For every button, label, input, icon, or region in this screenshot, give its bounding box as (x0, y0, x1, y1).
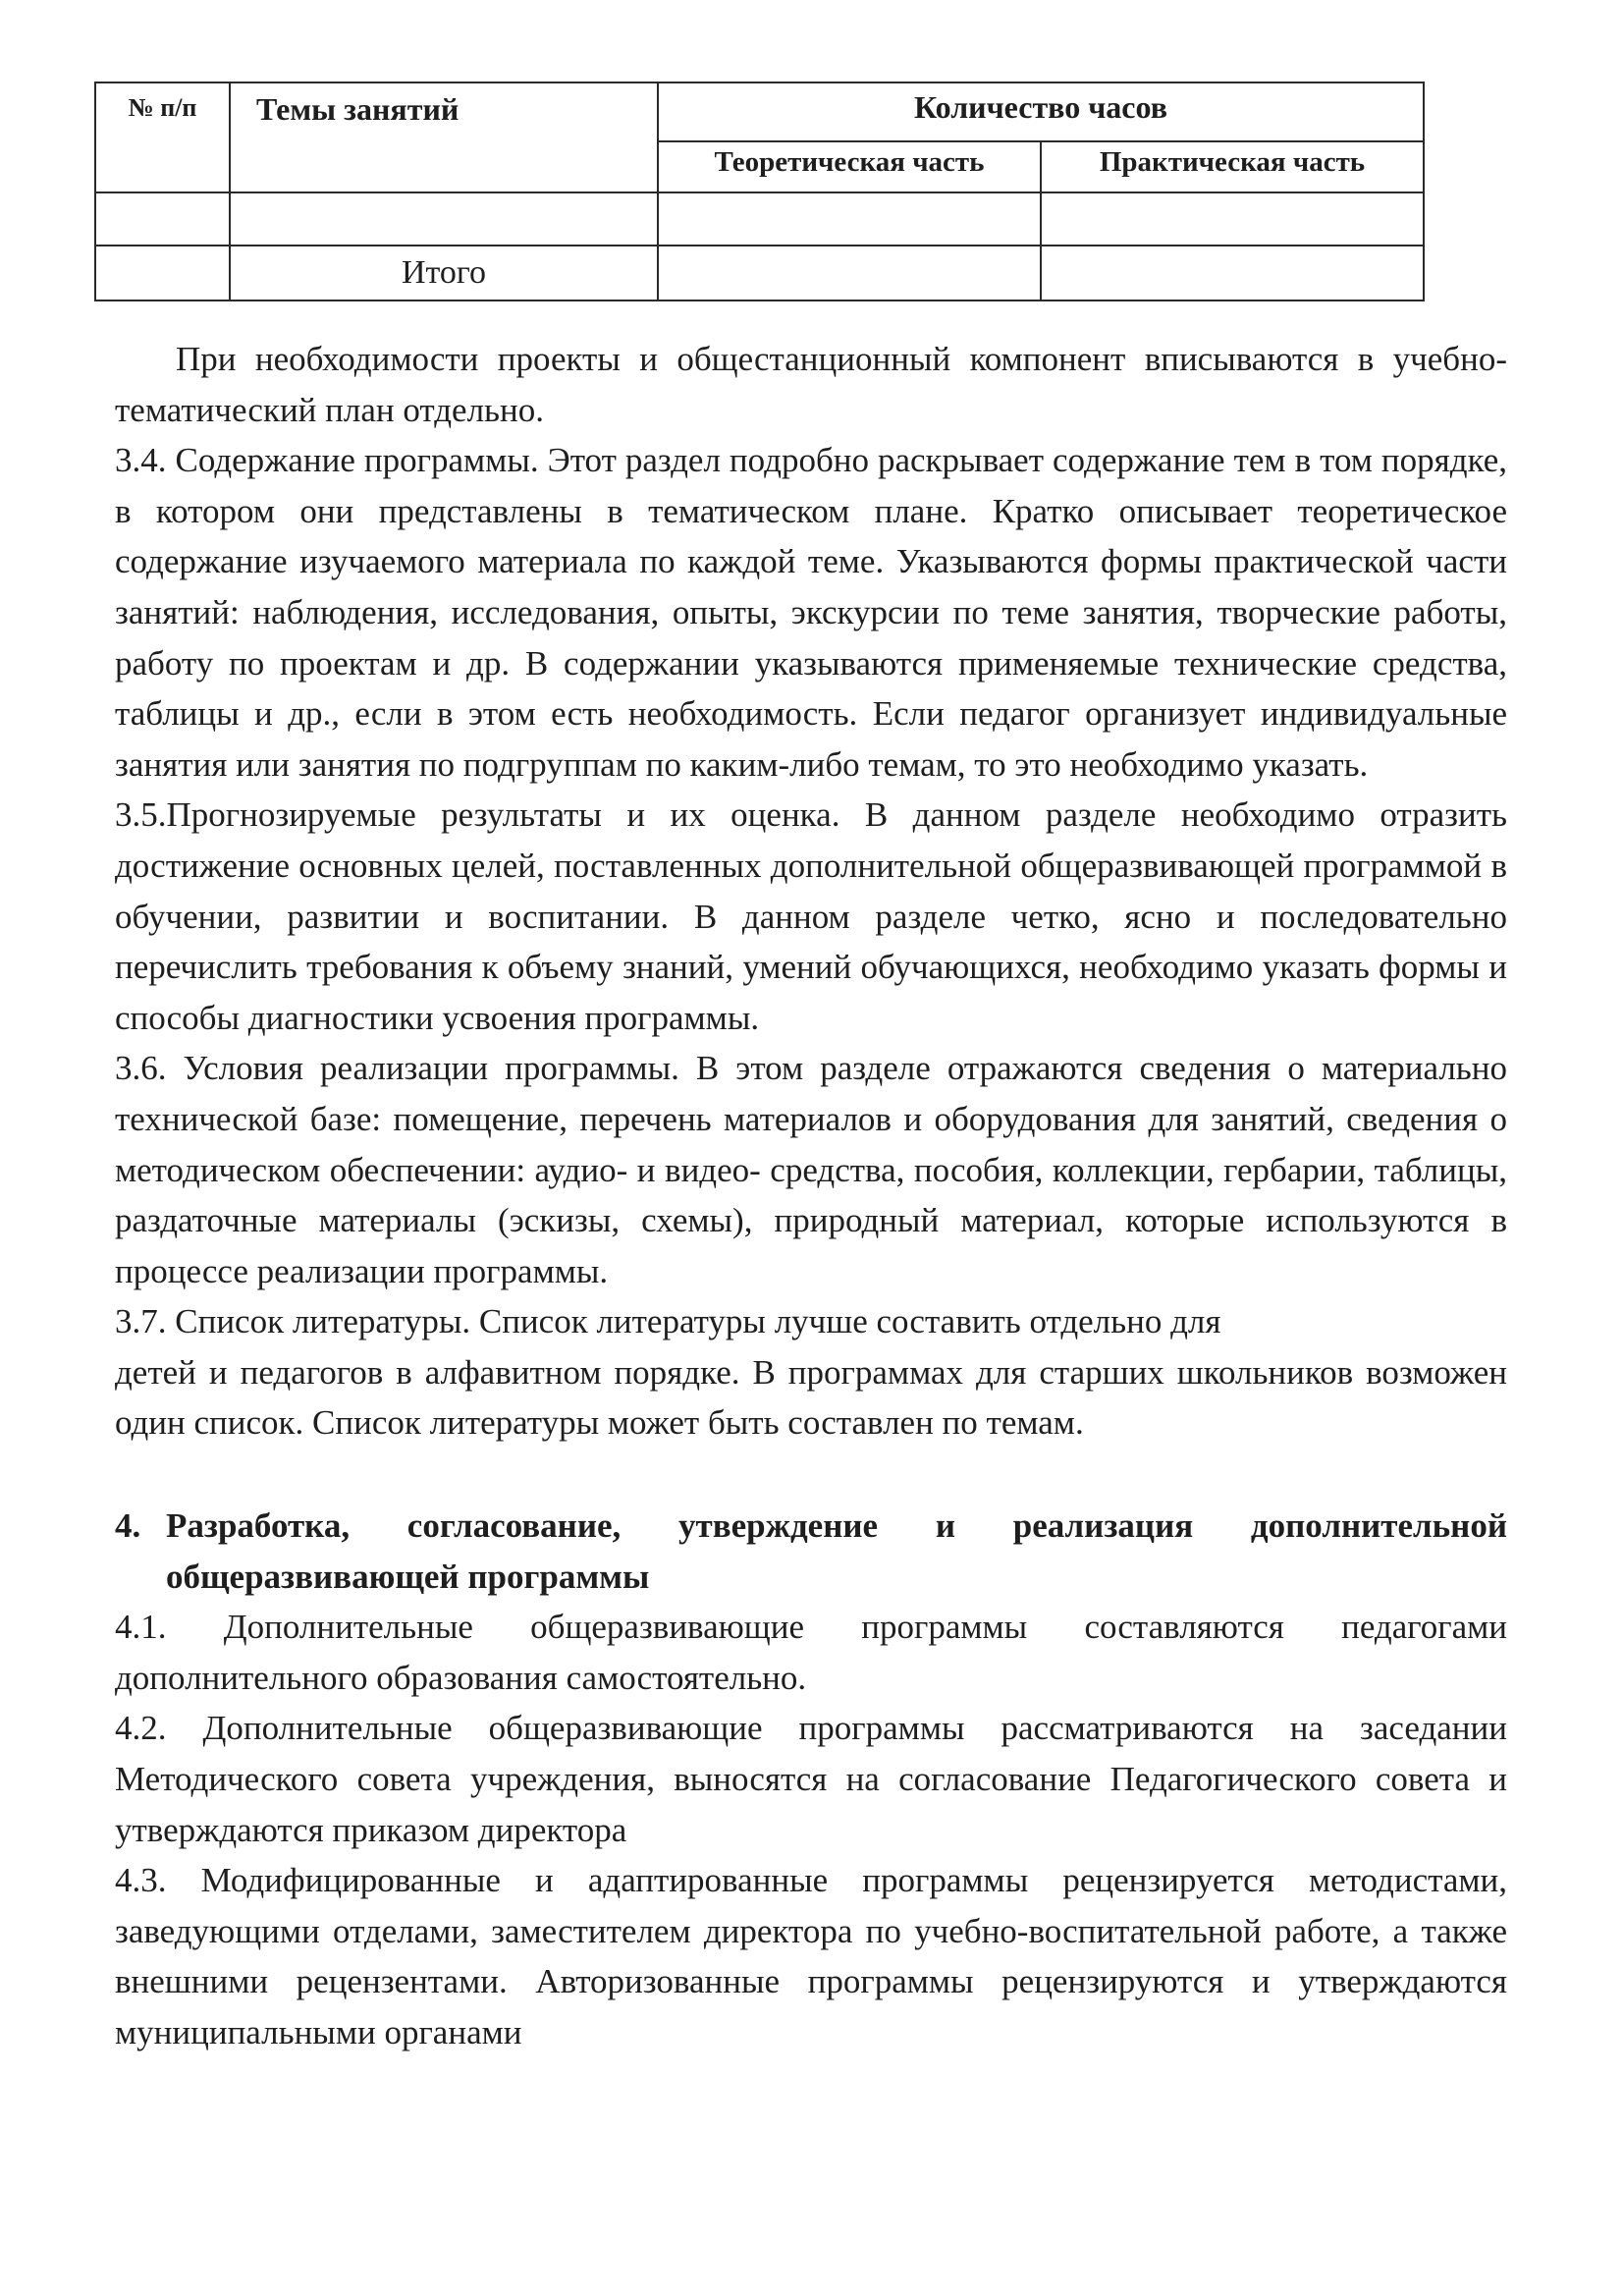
header-number: № п/п (95, 82, 230, 192)
table-cell (95, 246, 230, 301)
header-topics: Темы занятий (230, 82, 658, 192)
section-4-title: Разработка, согласование, утверждение и реализация дополнительной общеразвивающей программы (166, 1506, 1507, 1596)
paragraph-4-2: 4.2. Дополнительные общеразвивающие программы рассматриваются на заседании Методического совета учреждения, выносятся на согласование Педагогического совета и утверждаются приказом директора (115, 1709, 1507, 1849)
table-total-row (95, 246, 1424, 301)
table-cell (230, 192, 658, 246)
paragraph-3-6: 3.6. Условия реализации программы. В этом разделе отражаются сведения о материально технической базе: помещение, перечень материалов и оборудования для занятий, сведения о методическом обеспечении: аудио- и видео- средства, пособия, коллекции, гербарии, таблицы, раздаточные материалы (эскизы, схемы), природный материал, которые используются в процессе реализации программы. (115, 1049, 1507, 1290)
paragraph-4-3: 4.3. Модифицированные и адаптированные программы рецензируется методистами, заведующими отделами, заместителем директора по учебно-воспитательной работе, а также внешними рецензентами. Авторизованные программы рецензируются и утверждаются муниципальными органами (115, 1861, 1507, 2051)
spacer (115, 1449, 1507, 1501)
table-cell (658, 246, 1041, 301)
table-row (95, 192, 1424, 246)
paragraph-intro: При необходимости проекты и общестанционный компонент вписываются в учебно-тематический план отдельно. (115, 340, 1507, 429)
table-cell (95, 192, 230, 246)
table-cell (1041, 246, 1424, 301)
paragraph-3-7: 3.7. Список литературы. Список литературы лучше составить отдельно для (115, 1302, 1221, 1341)
table-cell (1041, 192, 1424, 246)
table-header-row (95, 82, 1424, 141)
paragraph-3-4: 3.4. Содержание программы. Этот раздел подробно раскрывает содержание тем в том порядке, в котором они представлены в тематическом плане. Кратко описывает теоретическое содержание изучаемого материала по каждой теме. Указываются формы практической части занятий: наблюдения, исследования, опыты, экскурсии по теме занятия, творческие работы, работу по проектам и др. В содержании указываются применяемые технические средства, таблицы и др., если в этом есть необходимость. Если педагог организует индивидуальные занятия или занятия по подгруппам по каким-либо темам, то это необходимо указать. (115, 441, 1507, 784)
section-4-number: 4. (115, 1506, 141, 1546)
table-cell (658, 192, 1041, 246)
header-hours: Количество часов (658, 82, 1424, 141)
header-theory: Теоретическая часть (658, 141, 1041, 192)
paragraph-3-7-continued: детей и педагогов в алфавитном порядке. В программах для старших школьников возможен один список. Список литературы может быть составлен по темам. (115, 1352, 1507, 1443)
document-body (115, 334, 1507, 2058)
header-practice: Практическая часть (1041, 141, 1424, 192)
paragraph-3-5: 3.5.Прогнозируемые результаты и их оценка. В данном разделе необходимо отразить достижение основных целей, поставленных дополнительной общеразвивающей программой в обучении, развитии и воспитании. В данном разделе четко, ясно и последовательно перечислить требования к объему знаний, умений обучающихся, необходимо указать формы и способы диагностики усвоения программы. (115, 795, 1507, 1037)
total-label: Итого (230, 246, 658, 301)
paragraph-4-1: 4.1. Дополнительные общеразвивающие программы составляются педагогами дополнительного образования самостоятельно. (115, 1608, 1507, 1697)
thematic-plan-table (94, 82, 1425, 301)
section-4-heading (115, 1501, 1507, 1602)
